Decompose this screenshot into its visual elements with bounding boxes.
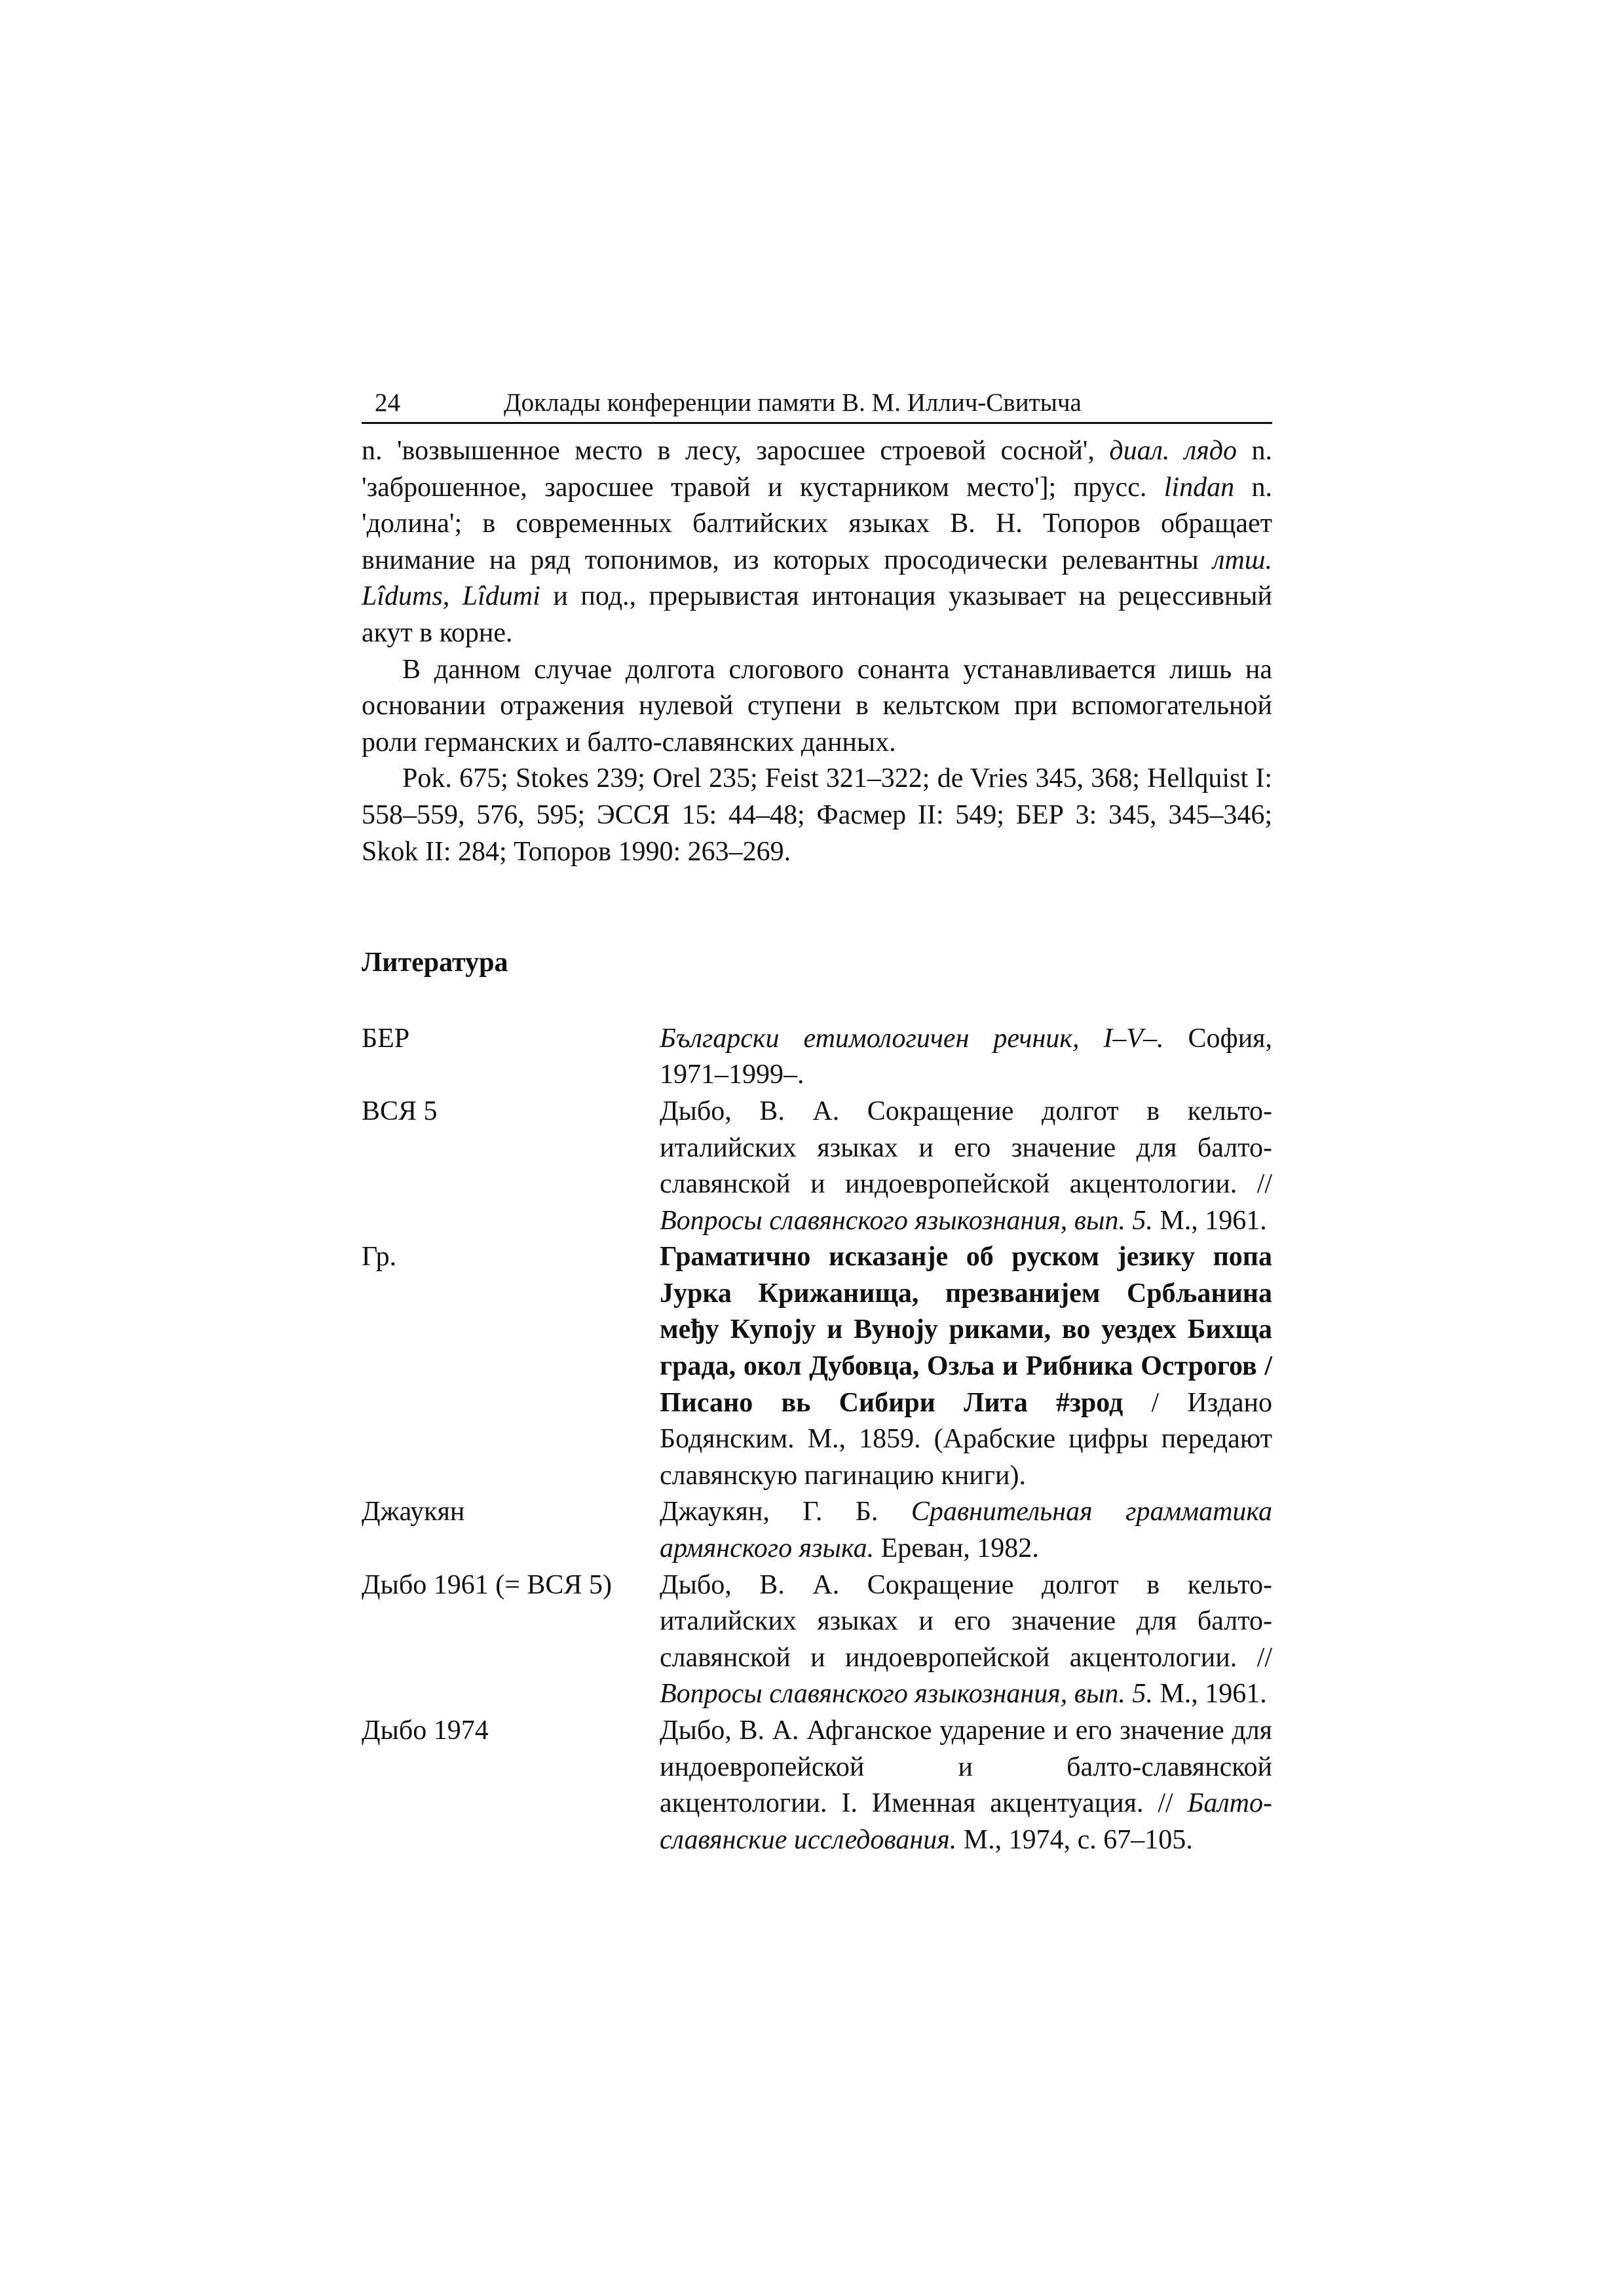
reference-entry (362, 1021, 1272, 1094)
reference-text (660, 1713, 1272, 1858)
italic-run: Сравнительная грамматика армянского языка. (660, 1497, 1272, 1564)
paragraph-1 (362, 433, 1272, 652)
reference-text (660, 1567, 1272, 1713)
reference-key: Гр. (362, 1242, 397, 1272)
reference-entry (362, 1567, 1272, 1713)
paragraph-3: Pok. 675; Stokes 239; Orel 235; Feist 321–322; de Vries 345, 368; Hellquist I: 558–559, 576, 595; ЭССЯ 15: 44–48; Фасмер II: 549; БЕР 3: 345, 345–346; Skok II: 284; Топоров 1990: 263–269. (362, 763, 1272, 867)
italic-run: Вопросы славянского языкознания, вып. 5. (660, 1205, 1153, 1236)
text-run: n. 'долина'; в современных балтийских языках В. Н. Топоров обращает внимание на ряд топонимов, из которых просодически релевантны (362, 472, 1272, 575)
reference-entry (362, 1239, 1272, 1494)
reference-entry (362, 1094, 1272, 1239)
body-text (362, 433, 1272, 870)
reference-text (660, 1021, 1272, 1094)
page-number: 24 (375, 389, 400, 417)
text-run: Дыбо, В. А. Афганское ударение и его значение для индоевропейской и балто-славянской акцентологии. I. Именная акцентуация. // (660, 1715, 1272, 1819)
reference-list (362, 1021, 1272, 1859)
reference-text (660, 1494, 1272, 1567)
reference-key: Дыбо 1961 (= ВСЯ 5) (362, 1569, 612, 1600)
reference-entry (362, 1713, 1272, 1858)
running-head (362, 387, 1272, 424)
text-run: Дыбо, В. А. Сокращение долгот в кельто-италийских языках и его значение для балто-славянской и индоевропейской акцентологии. // (660, 1569, 1272, 1673)
italic-run: lindan (1163, 472, 1235, 503)
text-run: Джаукян, Г. Б. (660, 1497, 911, 1527)
text-run: София, 1971–1999–. (660, 1023, 1272, 1090)
page (362, 387, 1272, 1858)
text-run: М., 1961. (1152, 1205, 1267, 1236)
literature-heading: Литература (362, 947, 508, 978)
text-run: и под., прерывистая интонация указывает на рецессивный акут в корне. (362, 581, 1272, 648)
text-run: Дыбо, В. А. Сокращение долгот в кельто-италийских языках и его значение для балто-славянской и индоевропейской акцентологии. // (660, 1096, 1272, 1200)
reference-key: Джаукян (362, 1497, 465, 1527)
italic-run: Вопросы славянского языкознания, вып. 5. (660, 1679, 1153, 1710)
bold-run: Граматично исказанје об руском језику попа Јурка Крижанища, презванијем Србљанина међу Купоју и Вуноју риками, во уездех Бихща града, окол Дубовца, Озља и Рибника Острогов / Писано вь Сибири Лита #зрод (660, 1242, 1272, 1418)
reference-text (660, 1094, 1272, 1239)
text-run: / Издано Бодянским. М., 1859. (Арабские цифры передают славянскую пагинацию книги). (660, 1387, 1272, 1491)
text-run: n. 'возвышенное место в лесу, заросшее строевой сосной', (362, 436, 1110, 466)
running-title: Доклады конференции памяти В. М. Иллич-Свитыча (504, 389, 1082, 417)
text-run: Ереван, 1982. (874, 1533, 1039, 1564)
text-run: М., 1974, с. 67–105. (956, 1824, 1193, 1855)
reference-text (660, 1239, 1272, 1494)
paragraph-2: В данном случае долгота слогового сонанта устанавливается лишь на основании отражения нулевой ступени в кельтском при вспомогательной роли германских и балто-славянских данных. (362, 654, 1272, 757)
reference-entry (362, 1494, 1272, 1567)
italic-run: Български етимологичен речник, I–V–. (660, 1023, 1164, 1054)
text-run: n. 'заброшенное, заросшее травой и кустарником место']; прусс. (362, 436, 1272, 503)
italic-run: лтш. Lîdums, Lîdumi (362, 545, 1272, 612)
reference-key: ВСЯ 5 (362, 1096, 438, 1126)
italic-run: диал. лядо (1109, 436, 1237, 466)
text-run: М., 1961. (1152, 1679, 1267, 1710)
reference-key: Дыбо 1974 (362, 1715, 489, 1746)
reference-key: БЕР (362, 1023, 410, 1054)
italic-run: Балто-славянские исследования. (660, 1788, 1272, 1855)
